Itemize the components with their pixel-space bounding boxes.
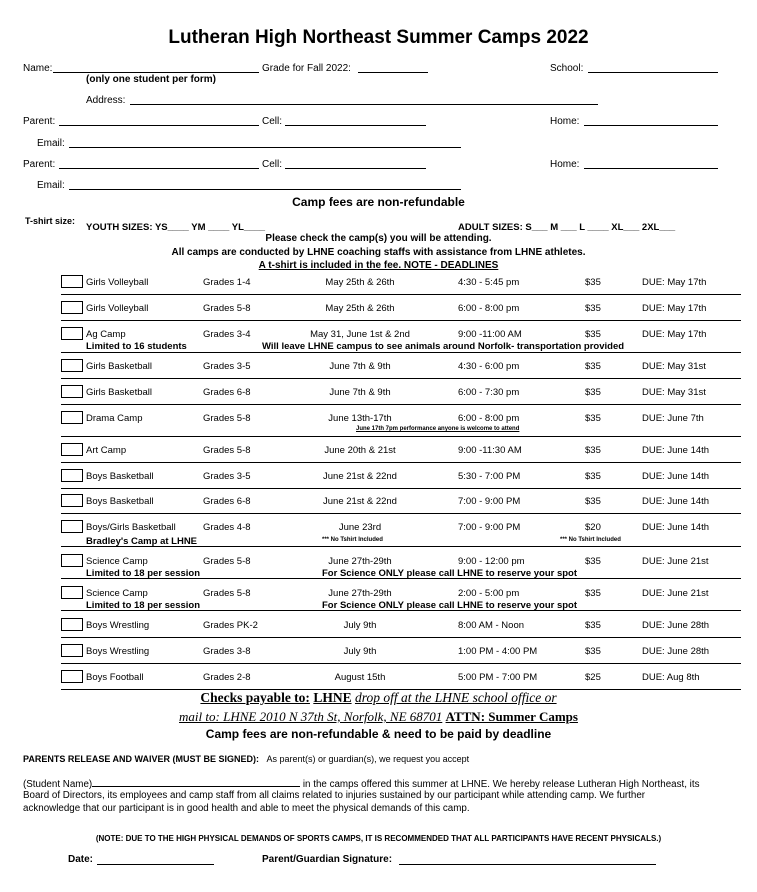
camp-checkbox[interactable] [61,411,83,424]
camp-fee: $20 [585,522,601,533]
camp-fee: $35 [585,329,601,340]
camp-time: 1:00 PM - 4:00 PM [458,646,538,657]
camp-grades: Grades PK-2 [203,620,258,631]
home2-label: Home: [550,159,580,170]
science-info-note-1: For Science ONLY please call LHNE to reserve your spot [322,568,578,579]
camp-time: 5:30 - 7:00 PM [458,471,521,482]
camp-dates: July 9th [343,646,377,657]
camp-grades: Grades 3-5 [203,471,251,482]
camp-time: 4:30 - 6:00 pm [458,361,520,372]
camp-fee: $35 [585,556,601,567]
camp-due: DUE: May 31st [642,387,706,398]
camp-fee: $35 [585,387,601,398]
camp-due: DUE: June 28th [642,620,710,631]
parent2-field[interactable] [59,168,259,169]
mail-address [0,709,757,725]
email2-field[interactable] [69,189,461,190]
parent1-field[interactable] [59,125,259,126]
checks-label: Checks payable to: [200,690,310,705]
waiver-heading-line [23,754,469,764]
camp-due: DUE: June 14th [642,471,710,482]
instruction-check: Please check the camp(s) you will be attending. [265,233,492,244]
row-divider [61,404,741,405]
camp-dates: May 31, June 1st & 2nd [310,329,410,340]
camp-time: 9:00 -11:30 AM [458,445,522,456]
camp-dates: June 7th & 9th [329,361,391,372]
page-title: Lutheran High Northeast Summer Camps 2022 [168,27,589,48]
camp-name: Art Camp [86,445,127,456]
camp-checkbox[interactable] [61,586,83,599]
cell1-field[interactable] [285,125,426,126]
camp-grades: Grades 2-8 [203,672,251,683]
camp-dates: June 21st & 22nd [323,471,397,482]
row-divider [61,663,741,664]
camp-name: Boys Wrestling [86,646,150,657]
parent2-label: Parent: [23,159,56,170]
camp-fee: $35 [585,496,601,507]
fees-notice: Camp fees are non-refundable [292,195,465,209]
camp-time: 7:00 - 9:00 PM [458,522,521,533]
youth-sizes[interactable]: YOUTH SIZES: YS____ YM ____ YL____ [86,222,266,233]
camp-grades: Grades 3-8 [203,646,251,657]
camp-name: Drama Camp [86,413,143,424]
home1-field[interactable] [584,125,718,126]
camp-grades: Grades 5-8 [203,445,251,456]
row-divider [61,488,741,489]
email2-label: Email: [37,180,65,191]
waiver-heading: PARENTS RELEASE AND WAIVER (MUST BE SIGNED): [23,754,260,764]
adult-sizes[interactable]: ADULT SIZES: S___ M ___ L ____ XL___ 2XL___ [458,222,676,233]
camp-name: Girls Basketball [86,361,152,372]
camp-time: 8:00 AM - Noon [458,620,525,631]
row-divider [61,352,741,353]
camp-name: Girls Basketball [86,387,152,398]
camp-due: DUE: May 17th [642,329,707,340]
signature-field[interactable] [399,864,656,865]
row-divider [61,294,741,295]
camp-dates: June 13th-17th [328,413,392,424]
camp-dates: July 9th [343,620,377,631]
attn-text: ATTN: Summer Camps [445,709,578,724]
camp-due: DUE: June 14th [642,445,710,456]
camp-checkbox[interactable] [61,327,83,340]
camp-checkbox[interactable] [61,494,83,507]
ag-limit-note: Limited to 16 students [86,341,187,352]
camp-checkbox[interactable] [61,644,83,657]
camp-grades: Grades 5-8 [203,588,251,599]
camp-dates: June 20th & 21st [324,445,396,456]
camp-name: Boys Basketball [86,496,154,507]
science-limit-note-1: Limited to 18 per session [86,568,201,579]
camp-dates: June 27th-29th [328,556,392,567]
row-divider [61,436,741,437]
camp-due: DUE: Aug 8th [642,672,700,683]
name-field[interactable] [53,72,259,73]
student-name-label: (Student Name) [23,779,93,790]
camp-dates: May 25th & 26th [325,303,395,314]
camp-due: DUE: May 31st [642,361,706,372]
camp-fee: $35 [585,646,601,657]
physicals-note: (NOTE: DUE TO THE HIGH PHYSICAL DEMANDS OF SPORTS CAMPS, IT IS RECOMMENDED THAT ALL PARTICIPANTS HAVE RECENT PHYSICALS.) [95,834,662,843]
checks-payee: LHNE [313,690,352,705]
address-label: Address: [86,95,126,106]
bg-camp-note: Bradley's Camp at LHNE [86,536,198,547]
camp-time: 4:30 - 5:45 pm [458,277,520,288]
cell2-label: Cell: [262,159,283,170]
science-info-note-2: For Science ONLY please call LHNE to reserve your spot [322,600,578,611]
waiver-text-2: Board of Directors, its employees and camp staff from all claims related to injuries sustained by our participant while attending camp. We further [23,790,646,801]
camp-time: 6:00 - 8:00 pm [458,303,520,314]
waiver-intro: As parent(s) or guardian(s), we request you accept [266,754,470,764]
tshirt-label: T-shirt size: [25,216,76,226]
waiver-text-3: acknowledge that our participant is in good health and able to meet the physical demands of this camp. [23,803,470,814]
camp-grades: Grades 6-8 [203,387,251,398]
one-student-note: (only one student per form) [86,74,216,85]
camp-due: DUE: June 14th [642,522,710,533]
camp-time: 6:00 - 8:00 pm [458,413,520,424]
camp-grades: Grades 3-4 [203,329,251,340]
camp-checkbox[interactable] [61,359,83,372]
instruction-staff: All camps are conducted by LHNE coaching staffs with assistance from LHNE athletes. [171,247,586,258]
camp-checkbox[interactable] [61,275,83,288]
camp-name: Girls Volleyball [86,277,149,288]
camp-name: Ag Camp [86,329,126,340]
school-field[interactable] [588,72,718,73]
camp-checkbox[interactable] [61,554,83,567]
camp-fee: $35 [585,303,601,314]
camp-fee: $25 [585,672,601,683]
email1-field[interactable] [69,147,461,148]
camp-fee: $35 [585,277,601,288]
ag-info-note: Will leave LHNE campus to see animals around Norfolk- transportation provided [262,341,625,352]
checks-payable [0,690,757,706]
camp-checkbox[interactable] [61,520,83,533]
camp-checkbox[interactable] [61,443,83,456]
school-label: School: [550,63,584,74]
camp-fee: $35 [585,413,601,424]
camp-time: 2:00 - 5:00 pm [458,588,520,599]
camp-name: Science Camp [86,588,148,599]
grade-label: Grade for Fall 2022: [262,63,351,74]
waiver-text-1: in the camps offered this summer at LHNE. We hereby release Lutheran High Northeast, its [300,779,700,790]
science-limit-note-2: Limited to 18 per session [86,600,201,611]
row-divider [61,462,741,463]
row-divider [61,637,741,638]
camp-due: DUE: May 17th [642,303,707,314]
camp-checkbox[interactable] [61,670,83,683]
no-tshirt-note-1: *** No Tshirt Included [322,537,383,543]
student-name-field[interactable] [92,776,300,787]
instruction-deadlines: A t-shirt is included in the fee. NOTE - DEADLINES [258,260,499,271]
checks-rest: drop off at the LHNE school office or [354,690,557,705]
drama-info-note: June 17th 7pm performance anyone is welcome to attend [356,426,520,432]
camp-time: 9:00 - 12:00 pm [458,556,525,567]
date-label: Date: [68,854,94,865]
camp-name: Boys Wrestling [86,620,150,631]
row-divider [61,320,741,321]
camp-dates: June 23rd [338,522,382,533]
name-label: Name: [23,63,53,74]
camp-due: DUE: June 7th [642,413,704,424]
camp-name: Boys/Girls Basketball [86,522,176,533]
camp-name: Science Camp [86,556,148,567]
waiver-line-1 [23,776,699,790]
camp-checkbox[interactable] [61,385,83,398]
camp-grades: Grades 5-8 [203,413,251,424]
camp-name: Girls Volleyball [86,303,149,314]
row-divider [61,378,741,379]
camp-due: DUE: June 28th [642,646,710,657]
camp-due: DUE: June 14th [642,496,710,507]
date-field[interactable] [97,864,214,865]
row-divider [61,513,741,514]
camp-name: Boys Basketball [86,471,154,482]
camp-name: Boys Football [86,672,144,683]
camp-due: DUE: June 21st [642,556,709,567]
camp-fee: $35 [585,445,601,456]
camp-time: 9:00 -11:00 AM [458,329,522,340]
camp-checkbox[interactable] [61,301,83,314]
camp-grades: Grades 5-8 [203,303,251,314]
camp-time: 5:00 PM - 7:00 PM [458,672,538,683]
grade-field[interactable] [358,72,428,73]
camp-fee: $35 [585,361,601,372]
camp-dates: June 27th-29th [328,588,392,599]
camp-grades: Grades 5-8 [203,556,251,567]
camp-fee: $35 [585,471,601,482]
camp-grades: Grades 6-8 [203,496,251,507]
camp-grades: Grades 3-5 [203,361,251,372]
no-tshirt-note-2: *** No Tshirt Included [560,537,621,543]
cell2-field[interactable] [285,168,426,169]
address-field[interactable] [130,104,598,105]
camp-dates: May 25th & 26th [325,277,395,288]
camp-time: 7:00 - 9:00 PM [458,496,521,507]
camp-due: DUE: May 17th [642,277,707,288]
mail-text: mail to: LHNE 2010 N 37th St, Norfolk, NE 68701 [179,709,443,724]
camp-fee: $35 [585,588,601,599]
camp-due: DUE: June 21st [642,588,709,599]
camp-fee: $35 [585,620,601,631]
camp-dates: June 21st & 22nd [323,496,397,507]
parent1-label: Parent: [23,116,56,127]
cell1-label: Cell: [262,116,283,127]
camp-time: 6:00 - 7:30 pm [458,387,520,398]
camp-checkbox[interactable] [61,469,83,482]
camp-dates: June 7th & 9th [329,387,391,398]
home2-field[interactable] [584,168,718,169]
signature-label: Parent/Guardian Signature: [262,854,393,865]
home1-label: Home: [550,116,580,127]
email1-label: Email: [37,138,65,149]
fees-notice-deadline: Camp fees are non-refundable & need to be paid by deadline [205,727,552,741]
camp-dates: August 15th [334,672,386,683]
camp-checkbox[interactable] [61,618,83,631]
camp-grades: Grades 1-4 [203,277,251,288]
camp-grades: Grades 4-8 [203,522,251,533]
